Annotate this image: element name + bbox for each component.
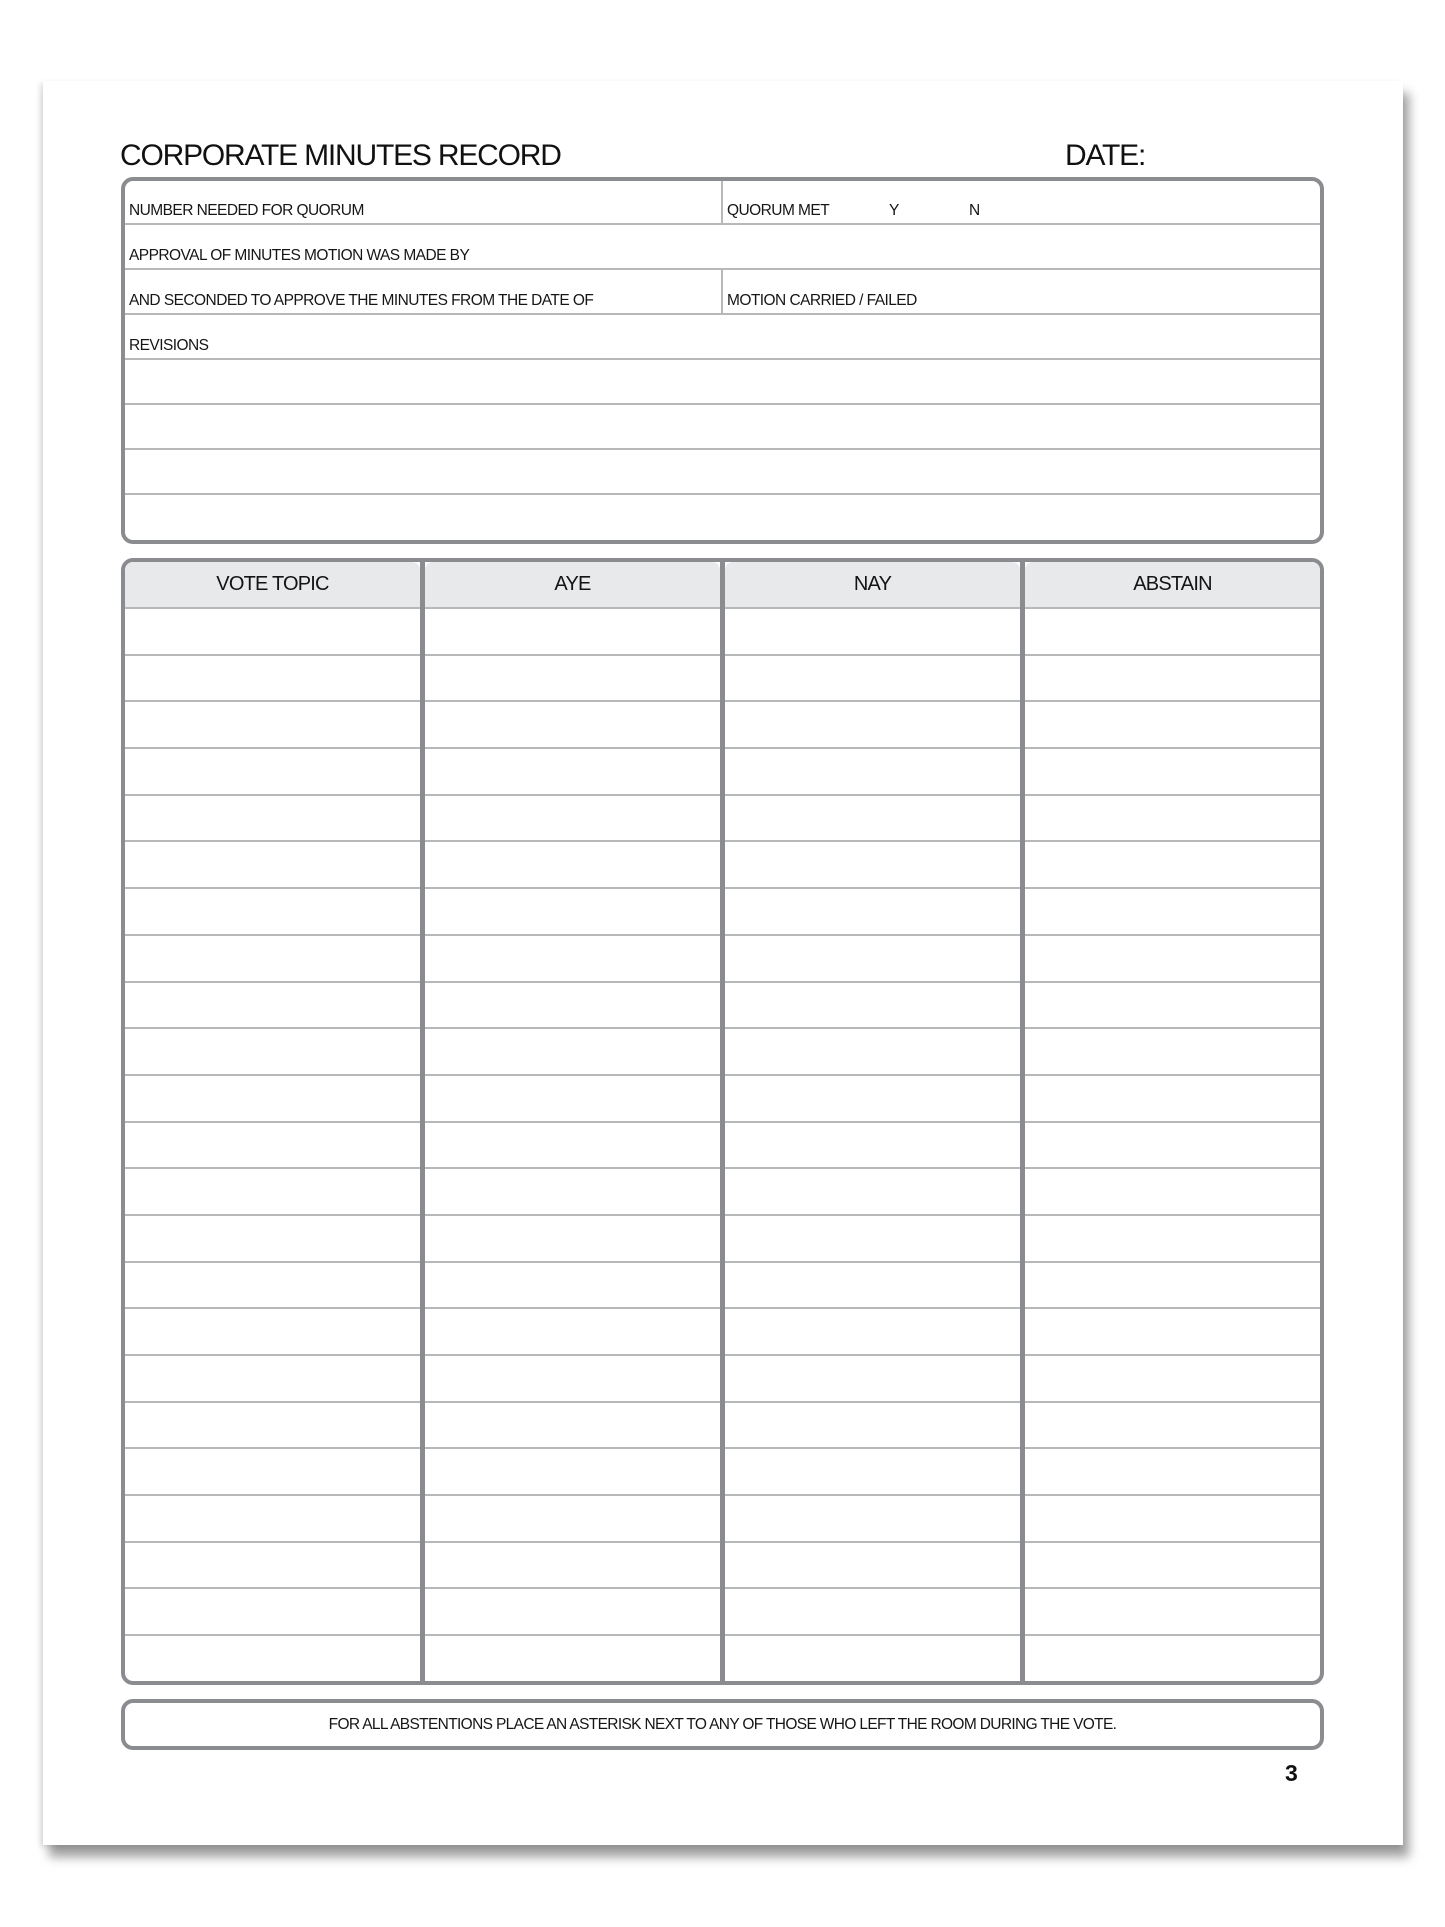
table-cell[interactable] <box>425 1589 720 1636</box>
column-header-nay: NAY <box>725 562 1020 609</box>
table-cell[interactable] <box>725 1449 1020 1496</box>
table-cell[interactable] <box>1025 1029 1320 1076</box>
quorum-row <box>125 181 1320 225</box>
table-cell[interactable] <box>1025 889 1320 936</box>
table-cell[interactable] <box>425 749 720 796</box>
minutes-details-box <box>121 177 1324 544</box>
table-cell[interactable] <box>125 702 420 749</box>
table-cell[interactable] <box>1025 1589 1320 1636</box>
table-cell[interactable] <box>725 889 1020 936</box>
aye-cells <box>425 609 720 1681</box>
table-cell[interactable] <box>125 842 420 889</box>
table-cell[interactable] <box>125 1076 420 1123</box>
table-cell[interactable] <box>425 1169 720 1216</box>
table-cell[interactable] <box>125 936 420 983</box>
table-cell[interactable] <box>725 1216 1020 1263</box>
table-cell[interactable] <box>1025 1356 1320 1403</box>
table-cell[interactable] <box>1025 749 1320 796</box>
quorum-met-field[interactable] <box>723 181 1320 223</box>
table-cell[interactable] <box>725 1169 1020 1216</box>
column-aye <box>420 562 720 1681</box>
table-cell[interactable] <box>725 1029 1020 1076</box>
vote-topic-cells <box>125 609 420 1681</box>
table-cell[interactable] <box>725 842 1020 889</box>
table-cell[interactable] <box>1025 702 1320 749</box>
approval-motion-label: APPROVAL OF MINUTES MOTION WAS MADE BY <box>129 247 470 264</box>
table-cell[interactable] <box>1025 1216 1320 1263</box>
page-number: 3 <box>1285 1760 1298 1786</box>
table-cell[interactable] <box>1025 1263 1320 1310</box>
table-cell[interactable] <box>125 1543 420 1590</box>
column-header-aye: AYE <box>425 562 720 609</box>
revisions-label: REVISIONS <box>129 337 209 354</box>
table-cell[interactable] <box>425 1263 720 1310</box>
table-cell[interactable] <box>425 656 720 703</box>
table-cell[interactable] <box>425 1216 720 1263</box>
motion-result-label: MOTION CARRIED / FAILED <box>727 292 917 309</box>
table-cell[interactable] <box>725 1263 1020 1310</box>
table-cell[interactable] <box>125 1496 420 1543</box>
revisions-field[interactable] <box>125 315 1320 358</box>
table-cell[interactable] <box>125 1169 420 1216</box>
table-cell[interactable] <box>425 1356 720 1403</box>
seconded-row <box>125 270 1320 315</box>
footer-note-box <box>121 1699 1324 1750</box>
table-cell[interactable] <box>725 1636 1020 1681</box>
table-cell[interactable] <box>125 1123 420 1170</box>
table-cell[interactable] <box>425 1029 720 1076</box>
column-nay <box>720 562 1020 1681</box>
table-cell[interactable] <box>725 609 1020 656</box>
table-cell[interactable] <box>725 702 1020 749</box>
table-cell[interactable] <box>1025 1543 1320 1590</box>
footer-note: FOR ALL ABSTENTIONS PLACE AN ASTERISK NEXT TO ANY OF THOSE WHO LEFT THE ROOM DURING THE VOTE. <box>328 1715 1117 1733</box>
table-cell[interactable] <box>125 889 420 936</box>
nay-cells <box>725 609 1020 1681</box>
approval-motion-field[interactable] <box>125 225 1320 268</box>
table-cell[interactable] <box>725 1403 1020 1450</box>
table-cell[interactable] <box>425 1123 720 1170</box>
column-header-abstain: ABSTAIN <box>1025 562 1320 609</box>
quorum-needed-field[interactable] <box>125 181 723 223</box>
quorum-yes-option[interactable]: Y <box>889 202 900 219</box>
approval-motion-row <box>125 225 1320 270</box>
seconded-field[interactable] <box>125 270 723 313</box>
quorum-no-option[interactable]: N <box>969 202 981 219</box>
table-cell[interactable] <box>425 702 720 749</box>
revision-blank-line[interactable] <box>125 360 1320 405</box>
table-cell[interactable] <box>1025 1309 1320 1356</box>
table-cell[interactable] <box>125 1449 420 1496</box>
table-cell[interactable] <box>1025 1636 1320 1681</box>
motion-result-field[interactable] <box>723 270 1320 313</box>
table-cell[interactable] <box>1025 656 1320 703</box>
table-cell[interactable] <box>725 1543 1020 1590</box>
table-cell[interactable] <box>1025 1169 1320 1216</box>
table-cell[interactable] <box>1025 936 1320 983</box>
column-abstain <box>1020 562 1320 1681</box>
table-cell[interactable] <box>125 1356 420 1403</box>
table-cell[interactable] <box>425 1496 720 1543</box>
table-cell[interactable] <box>425 1543 720 1590</box>
table-cell[interactable] <box>1025 1123 1320 1170</box>
table-cell[interactable] <box>1025 796 1320 843</box>
table-cell[interactable] <box>725 1076 1020 1123</box>
table-cell[interactable] <box>425 1449 720 1496</box>
table-cell[interactable] <box>125 983 420 1030</box>
table-cell[interactable] <box>725 1123 1020 1170</box>
table-cell[interactable] <box>1025 842 1320 889</box>
table-cell[interactable] <box>725 656 1020 703</box>
table-cell[interactable] <box>725 1356 1020 1403</box>
table-cell[interactable] <box>725 796 1020 843</box>
table-cell[interactable] <box>125 1216 420 1263</box>
table-cell[interactable] <box>125 1589 420 1636</box>
date-label: DATE: <box>1065 139 1146 172</box>
table-cell[interactable] <box>1025 1076 1320 1123</box>
table-cell[interactable] <box>1025 1403 1320 1450</box>
table-cell[interactable] <box>425 1309 720 1356</box>
table-cell[interactable] <box>125 1029 420 1076</box>
table-cell[interactable] <box>125 1403 420 1450</box>
table-cell[interactable] <box>425 1636 720 1681</box>
vote-table <box>121 558 1324 1685</box>
table-cell[interactable] <box>425 889 720 936</box>
table-cell[interactable] <box>1025 1449 1320 1496</box>
revision-blank-line[interactable] <box>125 405 1320 450</box>
table-cell[interactable] <box>425 983 720 1030</box>
table-cell[interactable] <box>725 983 1020 1030</box>
column-vote-topic <box>125 562 420 1681</box>
seconded-label: AND SECONDED TO APPROVE THE MINUTES FROM THE DATE OF <box>129 292 594 309</box>
table-cell[interactable] <box>425 1403 720 1450</box>
table-cell[interactable] <box>125 1636 420 1681</box>
table-cell[interactable] <box>1025 609 1320 656</box>
table-cell[interactable] <box>125 1263 420 1310</box>
revision-blank-line[interactable] <box>125 495 1320 539</box>
column-header-vote-topic: VOTE TOPIC <box>125 562 420 609</box>
table-cell[interactable] <box>725 1589 1020 1636</box>
quorum-needed-label: NUMBER NEEDED FOR QUORUM <box>129 202 364 219</box>
revision-blank-line[interactable] <box>125 450 1320 495</box>
table-cell[interactable] <box>725 936 1020 983</box>
table-cell[interactable] <box>1025 1496 1320 1543</box>
table-cell[interactable] <box>125 1309 420 1356</box>
table-cell[interactable] <box>425 1076 720 1123</box>
table-cell[interactable] <box>1025 983 1320 1030</box>
table-cell[interactable] <box>425 609 720 656</box>
table-cell[interactable] <box>725 1309 1020 1356</box>
table-cell[interactable] <box>725 749 1020 796</box>
table-cell[interactable] <box>125 749 420 796</box>
revisions-row <box>125 315 1320 360</box>
table-cell[interactable] <box>425 796 720 843</box>
abstain-cells <box>1025 609 1320 1681</box>
table-cell[interactable] <box>425 936 720 983</box>
table-cell[interactable] <box>125 656 420 703</box>
table-cell[interactable] <box>425 842 720 889</box>
table-cell[interactable] <box>125 796 420 843</box>
table-cell[interactable] <box>725 1496 1020 1543</box>
table-cell[interactable] <box>125 609 420 656</box>
quorum-met-label: QUORUM MET <box>727 202 830 219</box>
page-title: CORPORATE MINUTES RECORD <box>120 139 561 172</box>
